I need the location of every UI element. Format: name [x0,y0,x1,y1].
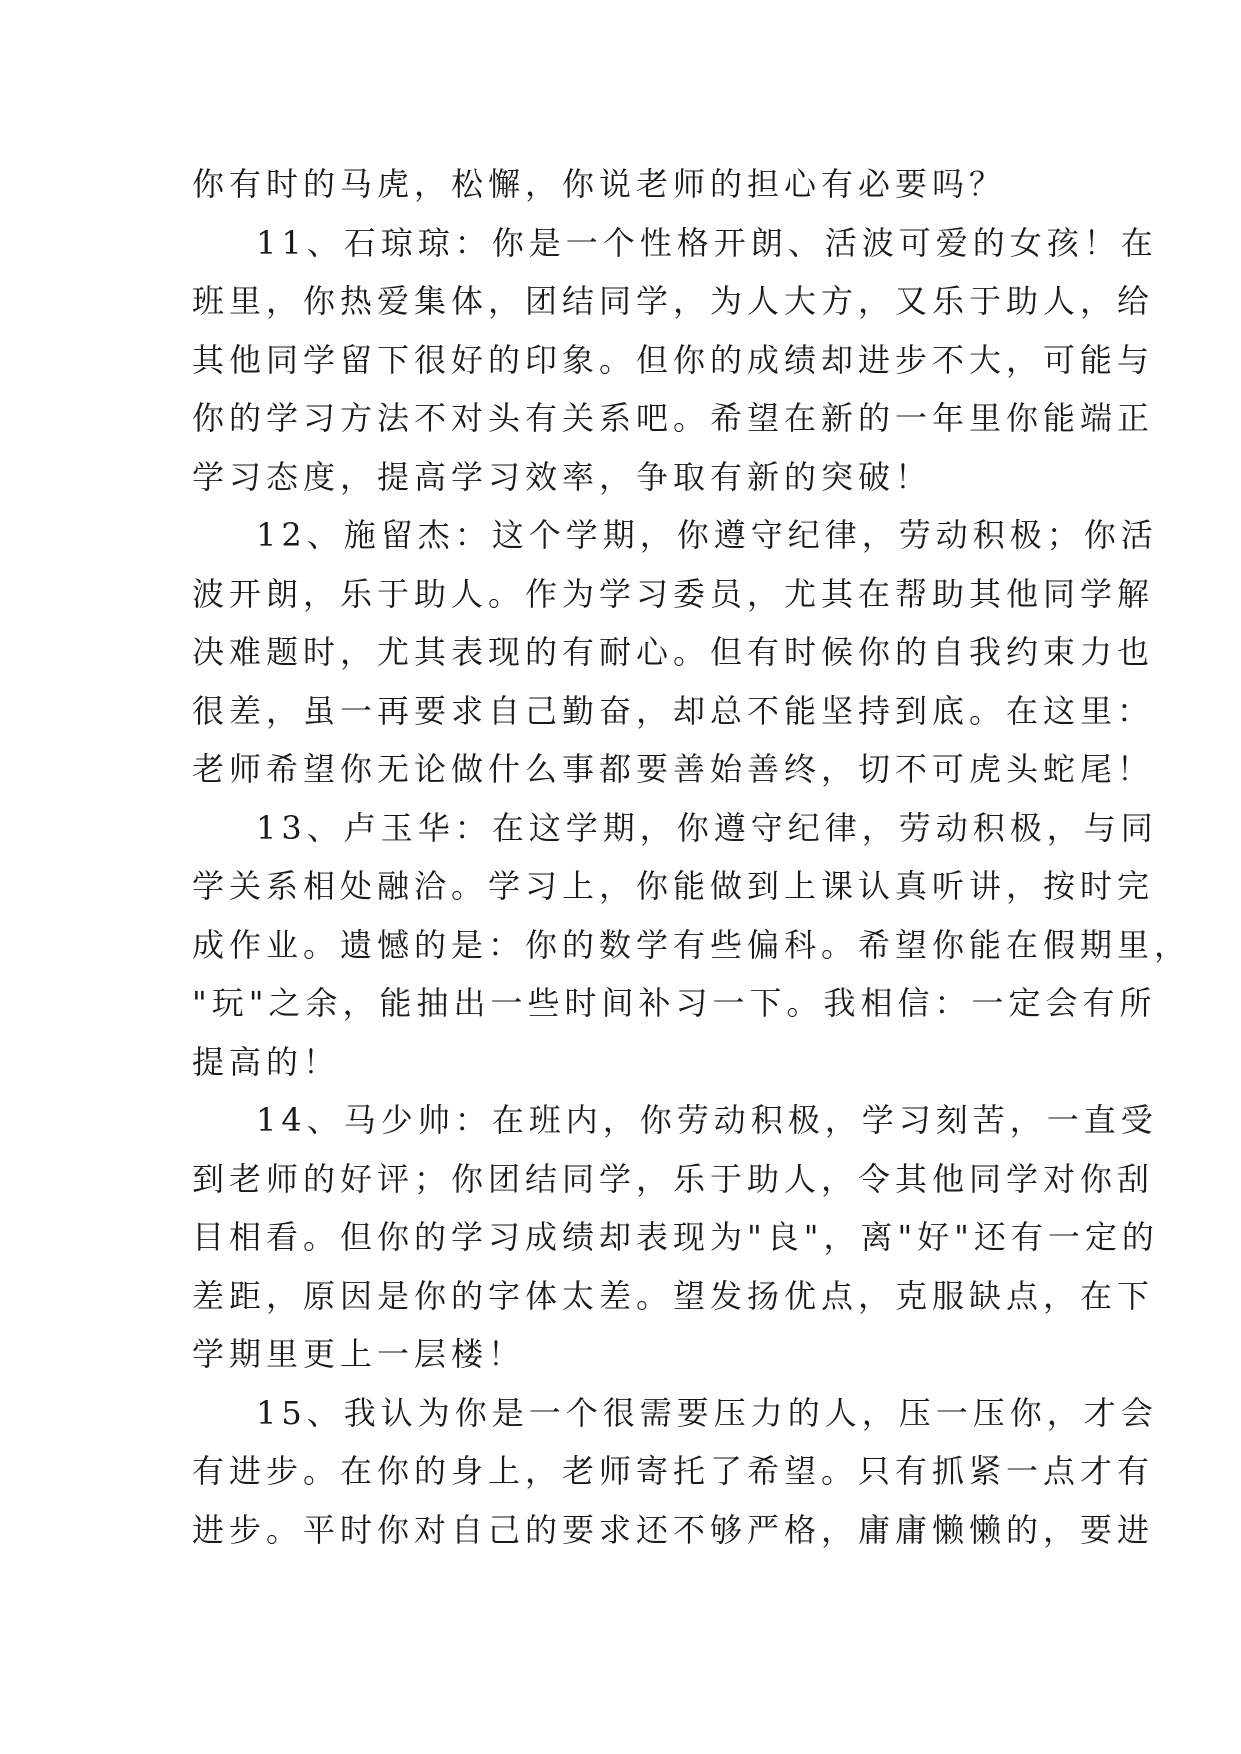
text-line: 目相看。但你的学习成绩却表现为"良"，离"好"还有一定的 [192,1218,1159,1256]
text-line: 你有时的马虎，松懈，你说老师的担心有必要吗？ [192,165,1007,203]
text-line: 学关系相处融洽。学习上，你能做到上课认真听讲，按时完 [192,867,1155,905]
text-line: 很差，虽一再要求自己勤奋，却总不能坚持到底。在这里： [192,691,1155,730]
text-line: 班里，你热爱集体，团结同学，为人大方，又乐于助人，给 [192,282,1155,320]
text-line: 老师希望你无论做什么事都要善始善终，切不可虎头蛇尾！ [192,750,1155,788]
text-line: 成作业。遗憾的是：你的数学有些偏科。希望你能在假期里， [192,925,1192,964]
text-line: 波开朗，乐于助人。作为学习委员，尤其在帮助其他同学解 [192,574,1155,613]
paragraph-14-start: 14、马少帅：在班内，你劳动积极，学习刻苦，一直受 [256,1101,1158,1139]
text-line: 有进步。在你的身上，老师寄托了希望。只有抓紧一点才有 [192,1452,1155,1490]
text-line: 学期里更上一层楼！ [192,1335,526,1373]
text-line: 差距，原因是你的字体太差。望发扬优点，克服缺点，在下 [192,1276,1155,1315]
text-line: 到老师的好评；你团结同学，乐于助人，令其他同学对你刮 [192,1159,1155,1198]
paragraph-11-start: 11、石琼琼：你是一个性格开朗、活波可爱的女孩！在 [256,223,1158,262]
text-line: 决难题时，尤其表现的有耐心。但有时候你的自我约束力也 [192,633,1155,671]
paragraph-13-start: 13、卢玉华：在这学期，你遵守纪律，劳动积极，与同 [256,808,1158,847]
text-line: "玩"之余，能抽出一些时间补习一下。我相信：一定会有所 [192,984,1157,1022]
body-text [192,155,1192,1559]
paragraph-12-start: 12、施留杰：这个学期，你遵守纪律，劳动积极；你活 [256,516,1158,554]
text-line: 提高的！ [192,1042,341,1081]
text-line: 你的学习方法不对头有关系吧。希望在新的一年里你能端正 [192,399,1155,437]
text-line: 进步。平时你对自己的要求还不够严格，庸庸懒懒的，要进 [192,1510,1155,1549]
text-line: 学习态度，提高学习效率，争取有新的突破！ [192,457,933,496]
paragraph-15-start: 15、我认为你是一个很需要压力的人，压一压你，才会 [256,1393,1158,1432]
text-line: 其他同学留下很好的印象。但你的成绩却进步不大，可能与 [192,340,1155,379]
